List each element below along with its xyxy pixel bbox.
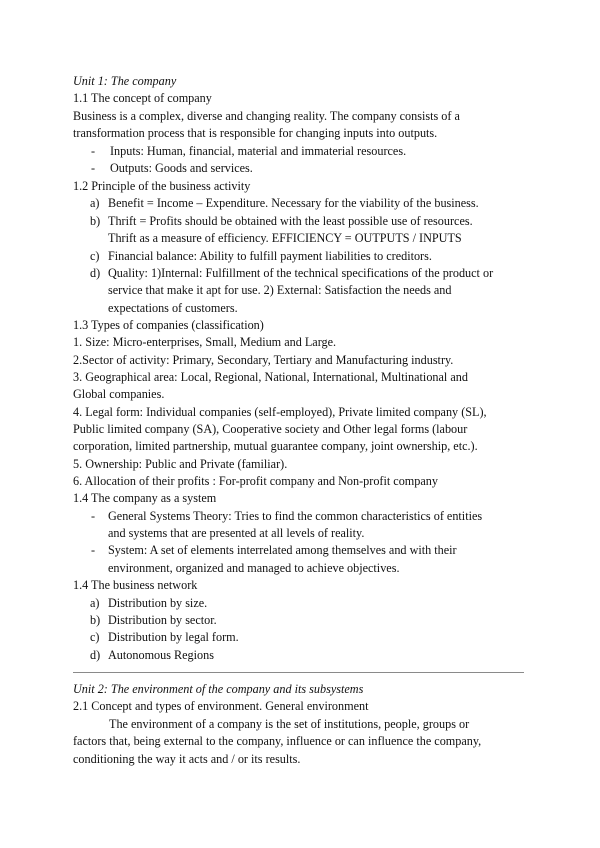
list-item-continuation: and systems that are presented at all levels of reality. — [108, 526, 365, 540]
classification-line: 6. Allocation of their profits : For-profit company and Non-profit company — [73, 474, 438, 488]
unit-2-title: Unit 2: The environment of the company and its subsystems — [73, 682, 364, 696]
section-2-1-heading: 2.1 Concept and types of environment. General environment — [73, 699, 369, 713]
section-1-2-heading: 1.2 Principle of the business activity — [73, 179, 251, 193]
list-item: Autonomous Regions — [108, 648, 214, 662]
paragraph-line: factors that, being external to the company, influence or can influence the company, — [73, 734, 482, 748]
classification-line: 1. Size: Micro-enterprises, Small, Medium and Large. — [73, 335, 337, 349]
list-item: Quality: 1)Internal: Fulfillment of the technical specifications of the product or — [108, 266, 494, 280]
list-item-continuation: environment, organized and managed to achieve objectives. — [108, 561, 400, 575]
classification-line: 4. Legal form: Individual companies (self-employed), Private limited company (SL), — [73, 405, 487, 419]
dash-bullet-icon: - — [91, 144, 96, 158]
list-item-continuation: expectations of customers. — [108, 301, 238, 315]
list-marker: b) — [90, 214, 101, 228]
paragraph-line: transformation process that is responsible for changing inputs into outputs. — [73, 126, 438, 140]
section-1-4-system-heading: 1.4 The company as a system — [73, 491, 217, 505]
list-item-continuation: Thrift as a measure of efficiency. EFFICIENCY = OUTPUTS / INPUTS — [108, 231, 462, 245]
classification-line: corporation, limited partnership, mutual guarantee company, joint ownership, etc.). — [73, 439, 478, 453]
list-marker: c) — [90, 249, 100, 263]
paragraph-line: conditioning the way it acts and / or its results. — [73, 752, 301, 766]
classification-line: 5. Ownership: Public and Private (familiar). — [73, 457, 288, 471]
section-1-1-heading: 1.1 The concept of company — [73, 91, 212, 105]
list-marker: a) — [90, 596, 100, 610]
list-item: System: A set of elements interrelated among themselves and with their — [108, 543, 457, 557]
list-item: Distribution by size. — [108, 596, 208, 610]
section-1-3-heading: 1.3 Types of companies (classification) — [73, 318, 264, 332]
section-divider — [73, 672, 524, 673]
section-1-4-network-heading: 1.4 The business network — [73, 578, 198, 592]
classification-line: 2.Sector of activity: Primary, Secondary, Tertiary and Manufacturing industry. — [73, 353, 454, 367]
list-item: Outputs: Goods and services. — [110, 161, 253, 175]
dash-bullet-icon: - — [91, 161, 96, 175]
list-item: General Systems Theory: Tries to find the common characteristics of entities — [108, 509, 483, 523]
dash-bullet-icon: - — [91, 509, 96, 523]
list-marker: a) — [90, 196, 100, 210]
list-item: Distribution by legal form. — [108, 630, 239, 644]
list-item: Distribution by sector. — [108, 613, 217, 627]
dash-bullet-icon: - — [91, 543, 96, 557]
list-item: Financial balance: Ability to fulfill payment liabilities to creditors. — [108, 249, 432, 263]
paragraph-line: The environment of a company is the set of institutions, people, groups or — [109, 717, 470, 731]
list-item: Thrift = Profits should be obtained with the least possible use of resources. — [108, 214, 473, 228]
classification-line: Global companies. — [73, 387, 165, 401]
list-marker: d) — [90, 266, 101, 280]
list-item: Benefit = Income – Expenditure. Necessary for the viability of the business. — [108, 196, 479, 210]
paragraph-line: Business is a complex, diverse and changing reality. The company consists of a — [73, 109, 460, 123]
list-marker: c) — [90, 630, 100, 644]
classification-line: Public limited company (SA), Cooperative society and Other legal forms (labour — [73, 422, 468, 436]
list-marker: d) — [90, 648, 101, 662]
list-item: Inputs: Human, financial, material and immaterial resources. — [110, 144, 407, 158]
unit-1-title: Unit 1: The company — [73, 74, 177, 88]
list-item-continuation: service that make it apt for use. 2) External: Satisfaction the needs and — [108, 283, 452, 297]
classification-line: 3. Geographical area: Local, Regional, National, International, Multinational and — [73, 370, 468, 384]
list-marker: b) — [90, 613, 101, 627]
